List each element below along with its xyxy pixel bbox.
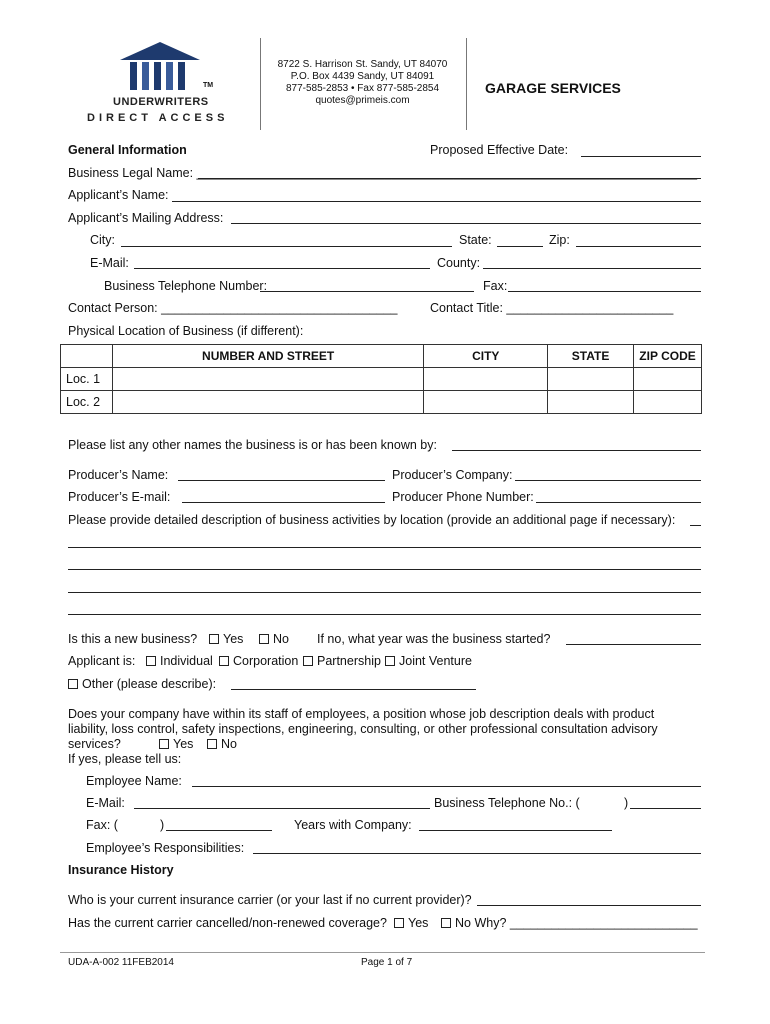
legal-name-label: Business Legal Name: ________________________________________________________________________	[68, 166, 698, 180]
years-with-company-field[interactable]	[419, 830, 612, 831]
table-header-zip: ZIP CODE	[634, 345, 702, 368]
state-cell[interactable]	[548, 391, 634, 414]
individual-label: Individual	[160, 654, 213, 668]
corporation-option[interactable]	[219, 654, 298, 668]
city-cell[interactable]	[424, 391, 548, 414]
table-row	[61, 391, 702, 414]
header-divider-right	[466, 38, 467, 130]
zip-label: Zip:	[549, 233, 570, 247]
producer-phone-label: Producer Phone Number:	[392, 490, 534, 504]
locations-table	[60, 344, 702, 414]
table-header-street: NUMBER AND STREET	[112, 345, 423, 368]
checkbox-icon[interactable]	[159, 739, 169, 749]
zip-field[interactable]	[576, 246, 701, 247]
checkbox-icon[interactable]	[68, 679, 78, 689]
business-phone-label: Business Telephone Number:	[104, 279, 268, 293]
zip-cell[interactable]	[634, 391, 702, 414]
row-label: Loc. 1	[61, 368, 113, 391]
joint-venture-label: Joint Venture	[399, 654, 472, 668]
company-address	[265, 59, 460, 107]
staff-question-line2: liability, loss control, safety inspections, engineering, consulting, or other professional consultation advisory	[68, 722, 658, 736]
checkbox-icon[interactable]	[303, 656, 313, 666]
physical-location-label: Physical Location of Business (if different):	[68, 324, 304, 338]
checkbox-icon[interactable]	[385, 656, 395, 666]
employee-fax-label: Fax: (	[86, 818, 118, 832]
checkbox-icon[interactable]	[441, 918, 451, 928]
city-field[interactable]	[121, 246, 452, 247]
mailing-address-label: Applicant’s Mailing Address:	[68, 211, 224, 225]
fax-label: Fax:	[483, 279, 508, 293]
current-carrier-label: Who is your current insurance carrier (or your last if no current provider)?	[68, 893, 472, 907]
partnership-option[interactable]	[303, 654, 381, 668]
year-started-label: If no, what year was the business started?	[317, 632, 551, 646]
partnership-label: Partnership	[317, 654, 381, 668]
footer-rule	[60, 952, 705, 953]
yes-label: Yes	[408, 916, 429, 930]
description-line[interactable]	[68, 569, 701, 570]
employee-phone-label: Business Telephone No.: (	[434, 796, 580, 810]
producer-name-field[interactable]	[178, 480, 385, 481]
general-info-heading: General Information	[68, 143, 187, 157]
trademark: TM	[203, 82, 214, 89]
current-carrier-field[interactable]	[477, 905, 701, 906]
years-with-company-label: Years with Company:	[294, 818, 412, 832]
producer-email-field[interactable]	[182, 502, 385, 503]
description-line[interactable]	[68, 614, 701, 615]
state-label: State:	[459, 233, 492, 247]
responsibilities-field[interactable]	[253, 853, 701, 854]
phone-fax-line: 877-585-2853 • Fax 877-585-2854	[285, 83, 440, 94]
description-label: Please provide detailed description of business activities by location (provide an additional page if necessary):	[68, 513, 676, 527]
applicant-name-label: Applicant’s Name:	[68, 188, 169, 202]
applicant-name-field[interactable]	[172, 201, 701, 202]
form-code: UDA-A-002 11FEB2014	[68, 957, 174, 968]
other-option[interactable]	[68, 677, 216, 691]
new-business-no-option[interactable]	[259, 632, 289, 646]
employee-phone-paren: )	[624, 796, 629, 810]
employee-email-label: E-Mail:	[86, 796, 125, 810]
row-label: Loc. 2	[61, 391, 113, 414]
logo-text-direct-access: DIRECT ACCESS	[87, 112, 229, 124]
responsibilities-label: Employee’s Responsibilities:	[86, 841, 245, 855]
address-line: P.O. Box 4439 Sandy, UT 84091	[290, 71, 435, 82]
table-header-city: CITY	[424, 345, 548, 368]
zip-cell[interactable]	[634, 368, 702, 391]
legal-name-field[interactable]	[198, 178, 701, 179]
state-cell[interactable]	[548, 368, 634, 391]
employee-email-field[interactable]	[134, 808, 430, 809]
table-header-state: STATE	[548, 345, 634, 368]
employee-phone-field[interactable]	[630, 808, 701, 809]
table-row	[61, 368, 702, 391]
effective-date-label: Proposed Effective Date:	[430, 143, 569, 157]
joint-venture-option[interactable]	[385, 654, 472, 668]
employee-fax-paren: )	[160, 818, 165, 832]
county-field[interactable]	[483, 268, 701, 269]
employee-fax-field[interactable]	[166, 830, 272, 831]
producer-company-field[interactable]	[515, 480, 701, 481]
staff-no-option[interactable]	[207, 737, 237, 751]
producer-name-label: Producer’s Name:	[68, 468, 169, 482]
producer-company-label: Producer’s Company:	[392, 468, 513, 482]
street-cell[interactable]	[112, 368, 423, 391]
contact-title-label: Contact Title: ________________________	[430, 301, 674, 315]
email-line: quotes@primeis.com	[315, 95, 410, 106]
business-phone-field[interactable]	[260, 291, 474, 292]
city-cell[interactable]	[424, 368, 548, 391]
form-title: GARAGE SERVICES	[485, 80, 621, 96]
no-label: No	[273, 632, 289, 646]
cancelled-label: Has the current carrier cancelled/non-renewed coverage?	[68, 916, 387, 930]
individual-option[interactable]	[146, 654, 213, 668]
tell-us-label: If yes, please tell us:	[68, 752, 182, 766]
staff-yes-option[interactable]	[159, 737, 193, 751]
yes-label: Yes	[223, 632, 244, 646]
description-field-start[interactable]	[690, 525, 701, 526]
year-started-field[interactable]	[566, 644, 701, 645]
applicant-is-label: Applicant is:	[68, 654, 136, 668]
fax-field[interactable]	[508, 291, 701, 292]
table-header-blank	[61, 345, 113, 368]
state-field[interactable]	[497, 246, 543, 247]
table-header-row	[61, 345, 702, 368]
city-label: City:	[90, 233, 115, 247]
corporation-label: Corporation	[233, 654, 299, 668]
checkbox-icon[interactable]	[394, 918, 404, 928]
checkbox-icon[interactable]	[207, 739, 217, 749]
checkbox-icon[interactable]	[146, 656, 156, 666]
producer-phone-field[interactable]	[536, 502, 701, 503]
no-why-label: No Why? ___________________________	[455, 916, 698, 930]
email-label: E-Mail:	[90, 256, 129, 270]
other-names-label: Please list any other names the business is or has been known by:	[68, 438, 437, 452]
other-describe-field[interactable]	[231, 689, 476, 690]
header-divider-left	[260, 38, 261, 130]
company-logo	[85, 40, 245, 130]
page-number: Page 1 of 7	[361, 957, 413, 968]
description-line[interactable]	[68, 547, 701, 548]
employee-name-field[interactable]	[192, 786, 701, 787]
other-names-field[interactable]	[452, 450, 701, 451]
cancelled-no-option[interactable]	[441, 916, 698, 930]
new-business-label: Is this a new business?	[68, 632, 198, 646]
checkbox-icon[interactable]	[209, 634, 219, 644]
street-cell[interactable]	[112, 391, 423, 414]
staff-question-line1: Does your company have within its staff of employees, a position whose job description deals with product	[68, 707, 655, 721]
email-field[interactable]	[134, 268, 430, 269]
cancelled-yes-option[interactable]	[394, 916, 428, 930]
employee-name-label: Employee Name:	[86, 774, 182, 788]
description-line[interactable]	[68, 592, 701, 593]
no-label: No	[221, 737, 237, 751]
checkbox-icon[interactable]	[219, 656, 229, 666]
effective-date-field[interactable]	[581, 156, 701, 157]
yes-label: Yes	[173, 737, 194, 751]
checkbox-icon[interactable]	[259, 634, 269, 644]
logo-text-underwriters: UNDERWRITERS	[113, 96, 209, 108]
insurance-history-heading: Insurance History	[68, 863, 174, 877]
other-label: Other (please describe):	[82, 677, 217, 691]
staff-question-line3: services?	[68, 737, 121, 751]
address-line: 8722 S. Harrison St. Sandy, UT 84070	[277, 59, 448, 70]
county-label: County:	[437, 256, 481, 270]
contact-person-label: Contact Person: __________________________________	[68, 301, 398, 315]
new-business-yes-option[interactable]	[209, 632, 243, 646]
producer-email-label: Producer’s E-mail:	[68, 490, 171, 504]
mailing-address-field[interactable]	[231, 223, 701, 224]
